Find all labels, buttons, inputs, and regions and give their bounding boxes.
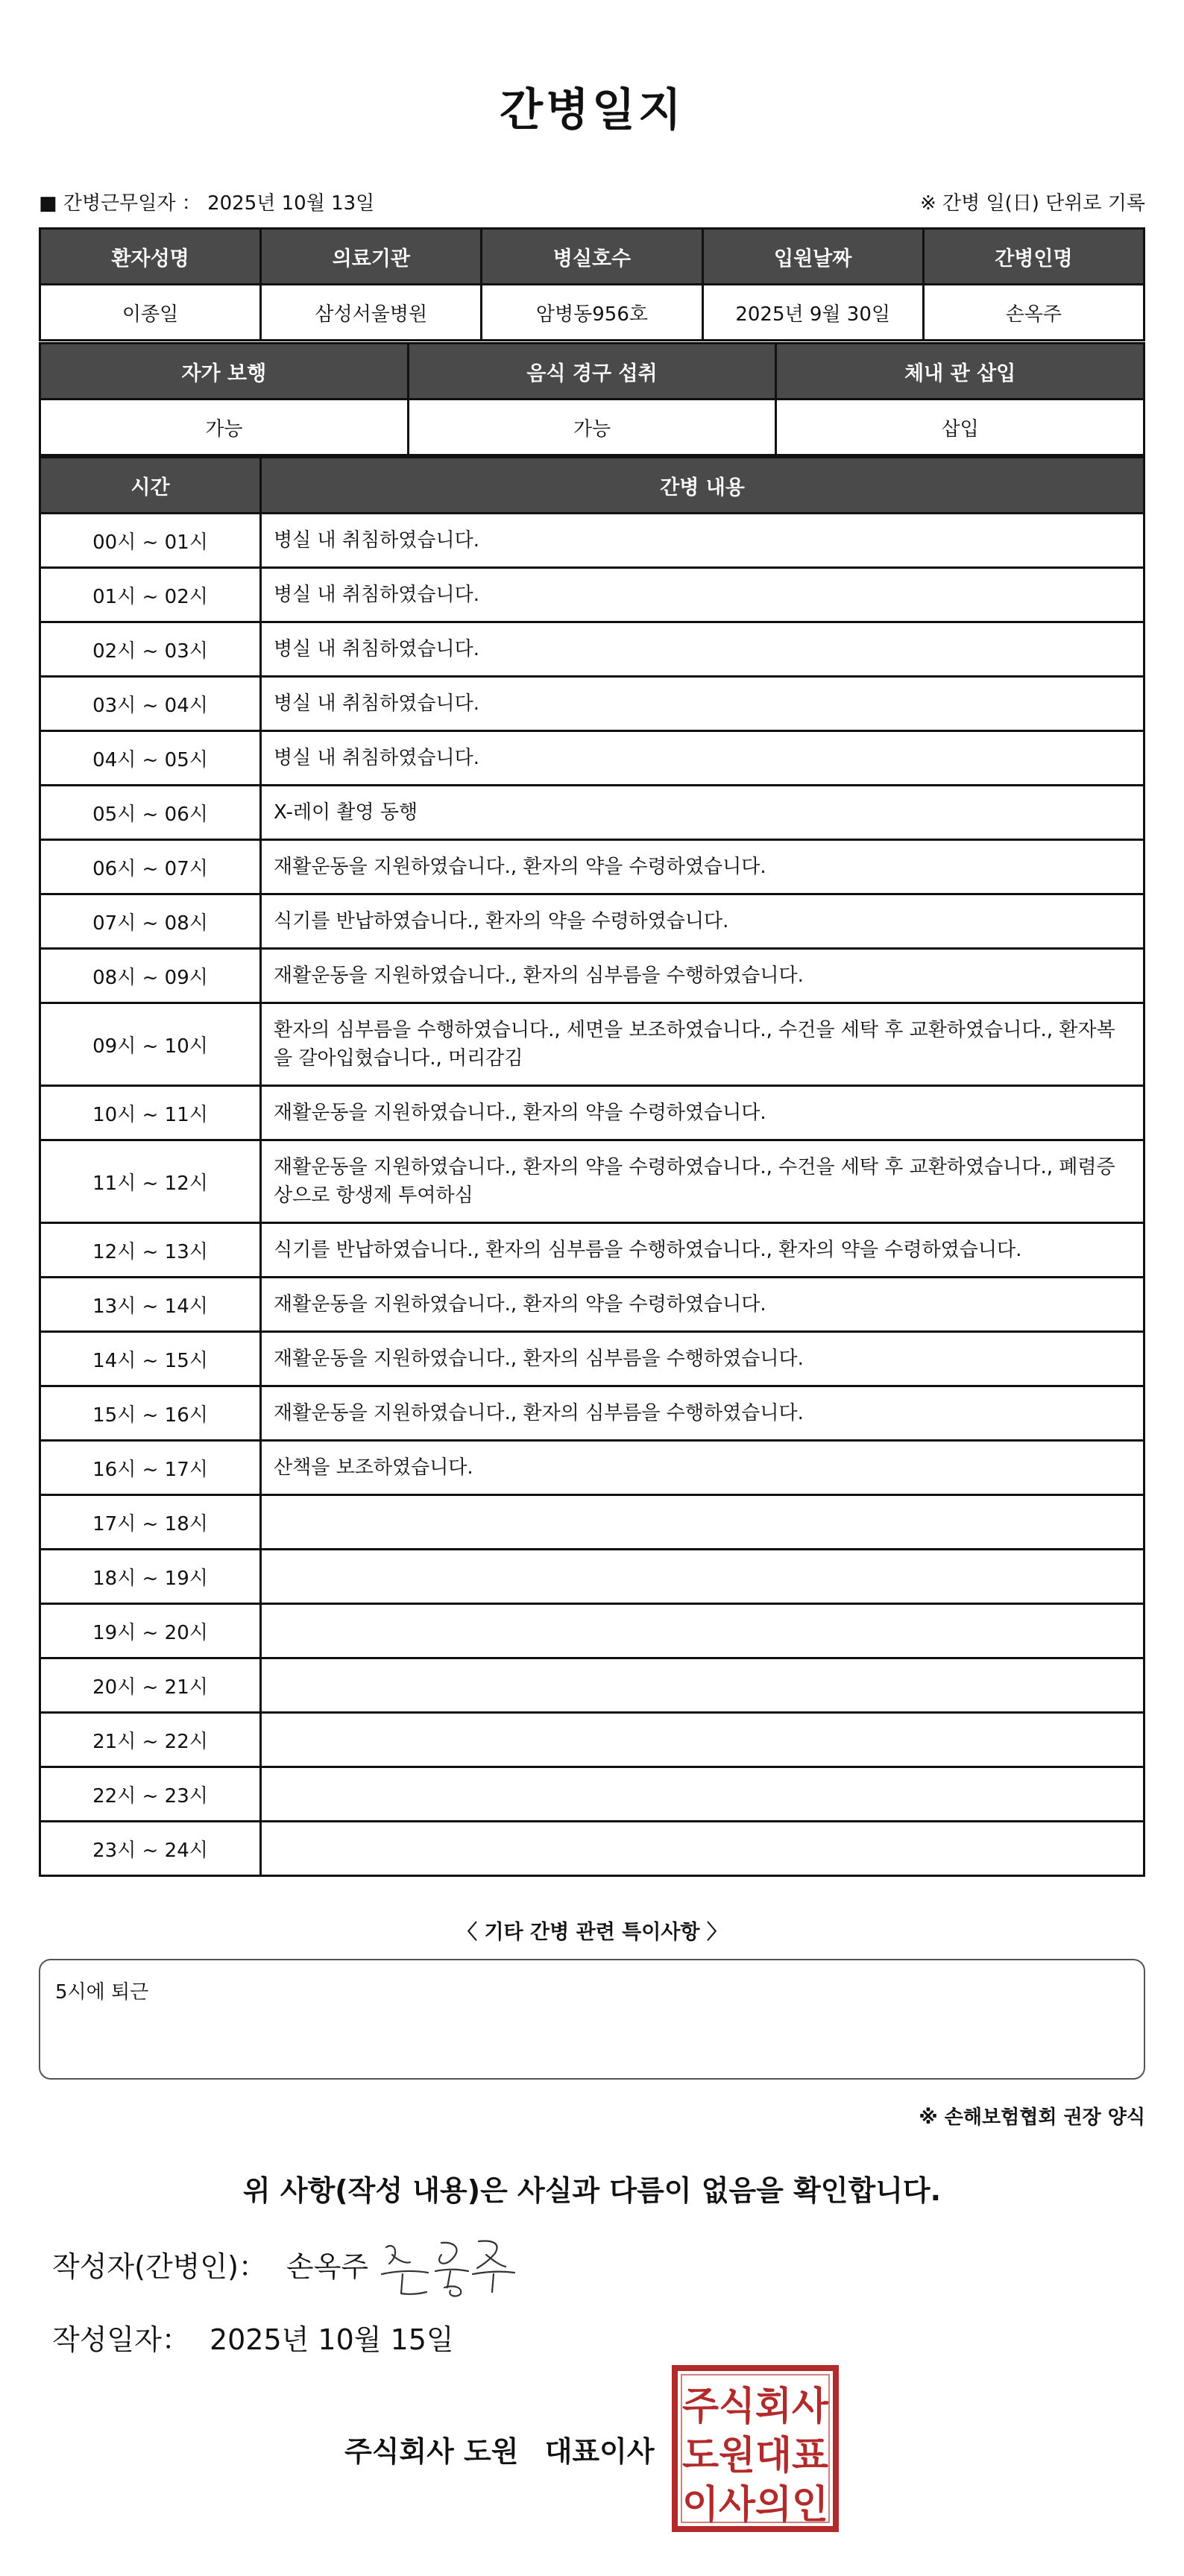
log-content <box>261 1604 1144 1658</box>
table-row <box>40 568 1144 622</box>
log-time: 15시 ~ 16시 <box>40 1386 261 1441</box>
svg-text:이사의인: 이사의인 <box>682 2483 828 2528</box>
log-time: 20시 ~ 21시 <box>40 1658 261 1713</box>
notes-text: 5시에 퇴근 <box>55 1981 149 2004</box>
care-date <box>39 188 374 215</box>
log-time: 07시 ~ 08시 <box>40 894 261 949</box>
log-content: 재활운동을 지원하였습니다., 환자의 약을 수령하였습니다. <box>261 1086 1144 1140</box>
value-tube-insertion: 삽입 <box>776 400 1144 455</box>
value-walking: 가능 <box>40 400 409 455</box>
table-row <box>40 1822 1144 1876</box>
log-content <box>261 1767 1144 1822</box>
writer-line <box>52 2244 368 2285</box>
log-time: 06시 ~ 07시 <box>40 840 261 894</box>
value-caregiver-name: 손옥주 <box>923 285 1144 341</box>
table-row <box>40 1604 1144 1658</box>
log-content: 재활운동을 지원하였습니다., 환자의 약을 수령하였습니다. <box>261 840 1144 894</box>
table-row <box>40 1386 1144 1441</box>
patient-info-table <box>39 227 1145 341</box>
log-content: 환자의 심부름을 수행하였습니다., 세면을 보조하였습니다., 수건을 세탁 후 교환하였습니다., 환자복을 갈아입혔습니다., 머리감김 <box>261 1003 1144 1086</box>
table-row <box>40 622 1144 677</box>
care-date-value: 2025년 10월 13일 <box>207 192 375 215</box>
log-content: 재활운동을 지원하였습니다., 환자의 약을 수령하였습니다. <box>261 1278 1144 1332</box>
header-patient-name: 환자성명 <box>40 229 261 285</box>
writer-name: 손옥주 <box>286 2250 369 2283</box>
log-content: 산책을 보조하였습니다. <box>261 1441 1144 1495</box>
log-time: 22시 ~ 23시 <box>40 1767 261 1822</box>
unit-note: ※ 간병 일(日) 단위로 기록 <box>919 192 1145 215</box>
log-content <box>261 1713 1144 1767</box>
log-time: 21시 ~ 22시 <box>40 1713 261 1767</box>
patient-info-value-row <box>40 285 1144 341</box>
patient-status-table <box>39 342 1145 456</box>
document-title: 간병일지 <box>500 84 684 136</box>
log-time: 17시 ~ 18시 <box>40 1495 261 1550</box>
table-row <box>40 514 1144 568</box>
table-row <box>40 1441 1144 1495</box>
log-content: 병실 내 취침하였습니다. <box>261 622 1144 677</box>
log-time: 00시 ~ 01시 <box>40 514 261 568</box>
writer-label: 작성자(간병인)： <box>52 2250 267 2283</box>
log-content <box>261 1822 1144 1876</box>
log-content <box>261 1658 1144 1713</box>
header-admission-date: 입원날짜 <box>702 229 923 285</box>
log-time: 18시 ~ 19시 <box>40 1550 261 1604</box>
header-walking: 자가 보행 <box>40 344 409 400</box>
table-row <box>40 677 1144 731</box>
value-admission-date: 2025년 9월 30일 <box>702 285 923 341</box>
log-time: 12시 ~ 13시 <box>40 1223 261 1278</box>
care-date-label: ■ 간병근무일자 ： <box>39 192 201 215</box>
table-row <box>40 731 1144 786</box>
table-row <box>40 786 1144 840</box>
log-time: 02시 ~ 03시 <box>40 622 261 677</box>
table-row <box>40 840 1144 894</box>
table-row <box>40 1003 1144 1086</box>
log-content: 재활운동을 지원하였습니다., 환자의 심부름을 수행하였습니다. <box>261 1386 1144 1441</box>
status-value-row <box>40 400 1144 455</box>
log-content: 재활운동을 지원하였습니다., 환자의 약을 수령하였습니다., 수건을 세탁 후 교환하였습니다., 폐렴증상으로 항생제 투여하심 <box>261 1140 1144 1223</box>
table-row <box>40 1278 1144 1332</box>
log-content: 병실 내 취침하였습니다. <box>261 568 1144 622</box>
written-date-line <box>52 2317 454 2358</box>
association-note: ※ 손해보험협회 권장 양식 <box>919 2106 1145 2129</box>
table-row <box>40 1140 1144 1223</box>
table-row <box>40 1658 1144 1713</box>
company-title: 대표이사 <box>544 2435 655 2468</box>
log-content: 병실 내 취침하였습니다. <box>261 514 1144 568</box>
log-time: 04시 ~ 05시 <box>40 731 261 786</box>
header-oral-intake: 음식 경구 섭취 <box>408 344 776 400</box>
table-row <box>40 1495 1144 1550</box>
log-content: X-레이 촬영 동행 <box>261 786 1144 840</box>
table-row <box>40 1332 1144 1386</box>
header-hospital: 의료기관 <box>261 229 482 285</box>
log-content: 식기를 반납하였습니다., 환자의 약을 수령하였습니다. <box>261 894 1144 949</box>
header-time: 시간 <box>40 458 261 514</box>
log-time: 09시 ~ 10시 <box>40 1003 261 1086</box>
handwritten-signature <box>373 2225 522 2307</box>
notes-box <box>39 1959 1145 2080</box>
company-seal <box>671 2364 840 2533</box>
header-caregiver-name: 간병인명 <box>923 229 1144 285</box>
confirmation-statement: 위 사항(작성 내용)은 사실과 다름이 없음을 확인합니다. <box>242 2174 942 2207</box>
log-content <box>261 1495 1144 1550</box>
value-patient-name: 이종일 <box>40 285 261 341</box>
header-room: 병실호수 <box>482 229 702 285</box>
svg-text:도원대표: 도원대표 <box>682 2434 828 2478</box>
written-date-label: 작성일자： <box>52 2323 190 2356</box>
log-time: 01시 ~ 02시 <box>40 568 261 622</box>
table-row <box>40 1713 1144 1767</box>
log-content: 병실 내 취침하였습니다. <box>261 677 1144 731</box>
log-time: 23시 ~ 24시 <box>40 1822 261 1876</box>
written-date-value: 2025년 10월 15일 <box>209 2323 454 2356</box>
log-content: 재활운동을 지원하였습니다., 환자의 심부름을 수행하였습니다. <box>261 949 1144 1003</box>
log-time: 11시 ~ 12시 <box>40 1140 261 1223</box>
log-content: 재활운동을 지원하였습니다., 환자의 심부름을 수행하였습니다. <box>261 1332 1144 1386</box>
company-line <box>344 2428 655 2469</box>
log-time: 14시 ~ 15시 <box>40 1332 261 1386</box>
table-row <box>40 949 1144 1003</box>
log-content <box>261 1550 1144 1604</box>
value-oral-intake: 가능 <box>408 400 776 455</box>
log-time: 05시 ~ 06시 <box>40 786 261 840</box>
care-log-table <box>39 456 1145 1877</box>
table-row <box>40 1086 1144 1140</box>
table-row <box>40 894 1144 949</box>
log-time: 16시 ~ 17시 <box>40 1441 261 1495</box>
table-row <box>40 1223 1144 1278</box>
log-time: 19시 ~ 20시 <box>40 1604 261 1658</box>
log-header-row <box>40 458 1144 514</box>
log-content: 식기를 반납하였습니다., 환자의 심부름을 수행하였습니다., 환자의 약을 수령하였습니다. <box>261 1223 1144 1278</box>
company-name: 주식회사 도원 <box>344 2435 519 2468</box>
header-care-content: 간병 내용 <box>261 458 1144 514</box>
log-time: 03시 ~ 04시 <box>40 677 261 731</box>
log-time: 10시 ~ 11시 <box>40 1086 261 1140</box>
table-row <box>40 1767 1144 1822</box>
log-content: 병실 내 취침하였습니다. <box>261 731 1144 786</box>
log-time: 13시 ~ 14시 <box>40 1278 261 1332</box>
notes-title: 〈 기타 간병 관련 특이사항 〉 <box>457 1921 727 1944</box>
value-hospital: 삼성서울병원 <box>261 285 482 341</box>
log-time: 08시 ~ 09시 <box>40 949 261 1003</box>
patient-info-header-row <box>40 229 1144 285</box>
table-row <box>40 1550 1144 1604</box>
value-room: 암병동956호 <box>482 285 702 341</box>
header-tube-insertion: 체내 관 삽입 <box>776 344 1144 400</box>
svg-text:주식회사: 주식회사 <box>682 2384 829 2429</box>
status-header-row <box>40 344 1144 400</box>
